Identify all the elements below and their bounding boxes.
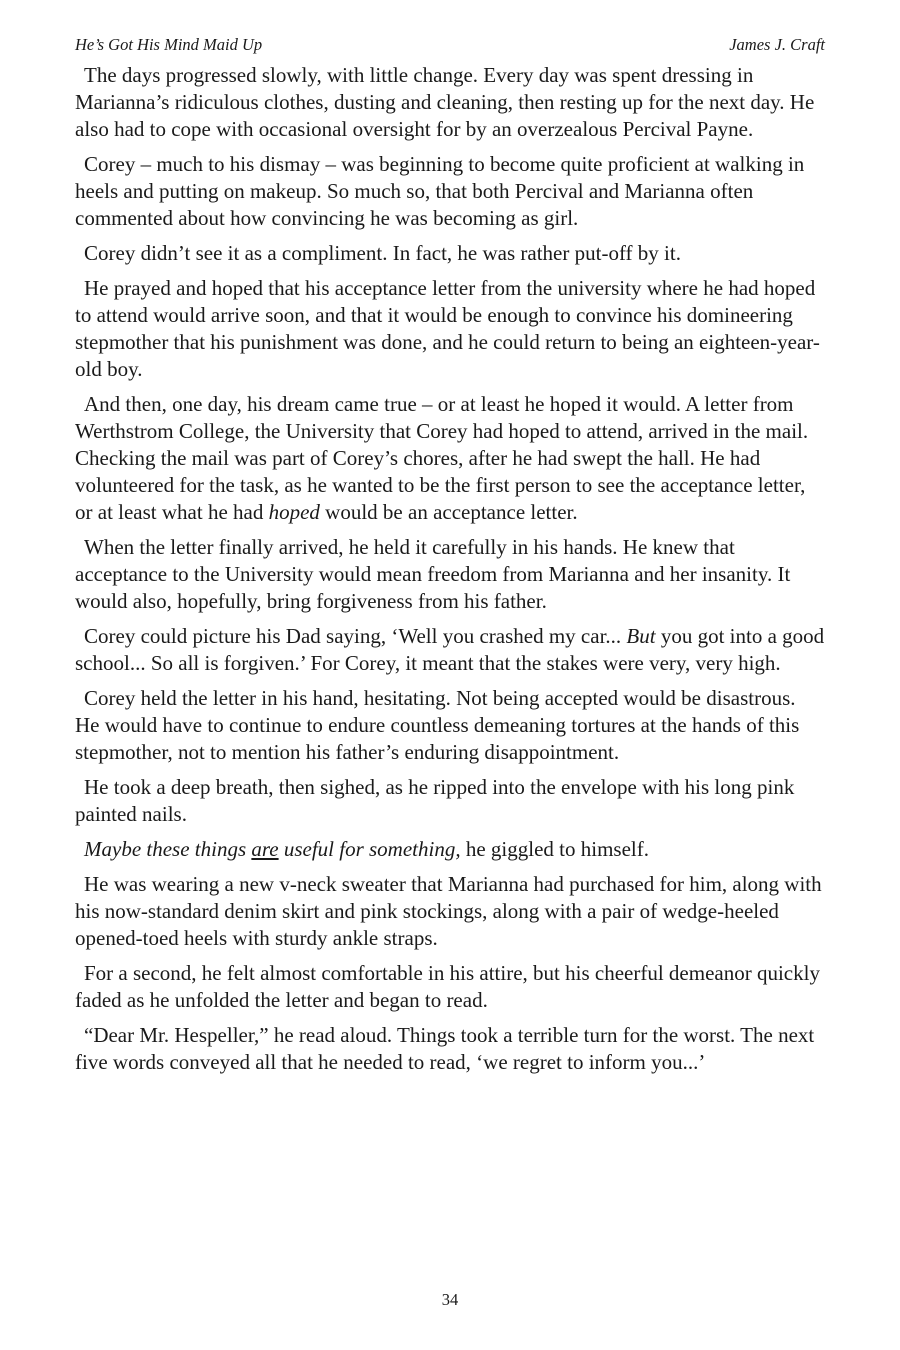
paragraph: He prayed and hoped that his acceptance letter from the university where he had hoped to attend would arrive soon, and that it would be enough to convince his domineering stepmother that his punishment was done, and he could return to being an eighteen-year-old boy. xyxy=(75,276,820,381)
paragraph-text: you got into a good school... So all is forgiven.’ For Corey, it meant that the stakes were very, very high. xyxy=(75,624,825,675)
paragraph xyxy=(75,623,825,677)
emphasis-text: hoped xyxy=(268,500,320,524)
paragraph: He was wearing a new v-neck sweater that Marianna had purchased for him, along with his now-standard denim skirt and pink stockings, along with a pair of wedge-heeled opened-toed heels with sturdy ankle straps. xyxy=(75,872,822,950)
emphasis-text: But xyxy=(626,624,656,648)
paragraph xyxy=(75,391,825,526)
paragraph: When the letter finally arrived, he held it carefully in his hands. He knew that acceptance to the University would mean freedom from Marianna and her insanity. It would also, hopefully, bring forgiveness from his father. xyxy=(75,535,791,613)
book-title: He’s Got His Mind Maid Up xyxy=(75,35,263,54)
paragraph: He took a deep breath, then sighed, as he ripped into the envelope with his long pink painted nails. xyxy=(75,775,795,826)
paragraph-text: he giggled to himself. xyxy=(460,837,649,861)
underlined-emphasis: are xyxy=(251,837,279,861)
book-page xyxy=(75,34,825,1084)
running-header xyxy=(75,34,825,56)
paragraph xyxy=(75,836,825,863)
thought-text: useful for something, xyxy=(278,837,461,861)
paragraph: Corey didn’t see it as a compliment. In fact, he was rather put-off by it. xyxy=(84,241,681,265)
paragraph: Corey held the letter in his hand, hesitating. Not being accepted would be disastrous. He would have to continue to endure countless demeaning tortures at the hands of this stepmother, not to mention his father’s enduring disappointment. xyxy=(75,686,800,764)
paragraph-text: Corey could picture his Dad saying, ‘Well you crashed my car... xyxy=(84,624,627,648)
paragraph: For a second, he felt almost comfortable in his attire, but his cheerful demeanor quickly faded as he unfolded the letter and began to read. xyxy=(75,961,820,1012)
paragraph: Corey – much to his dismay – was beginning to become quite proficient at walking in heels and putting on makeup. So much so, that both Percival and Marianna often commented about how convincing he was becoming as girl. xyxy=(75,152,805,230)
author-name: James J. Craft xyxy=(729,35,825,54)
paragraph: The days progressed slowly, with little change. Every day was spent dressing in Marianna’s ridiculous clothes, dusting and cleaning, then resting up for the next day. He also had to cope with occasional oversight for by an overzealous Percival Payne. xyxy=(75,63,815,141)
page-number: 34 xyxy=(441,1290,459,1309)
paragraph-text: And then, one day, his dream came true – or at least he hoped it would. A letter from Werthstrom College, the University that Corey had hoped to attend, arrived in the mail. Checking the mail was part of Corey’s chores, after he had swept the hall. He had volunteered for the task, as he wanted to be the first person to see the acceptance letter, or at least what he had xyxy=(75,392,809,524)
paragraph: “Dear Mr. Hespeller,” he read aloud. Things took a terrible turn for the worst. The next five words conveyed all that he needed to read, ‘we regret to inform you...’ xyxy=(75,1023,815,1074)
paragraph-text: would be an acceptance letter. xyxy=(319,500,578,524)
body-text xyxy=(75,62,825,1076)
thought-text: Maybe these things xyxy=(84,837,252,861)
